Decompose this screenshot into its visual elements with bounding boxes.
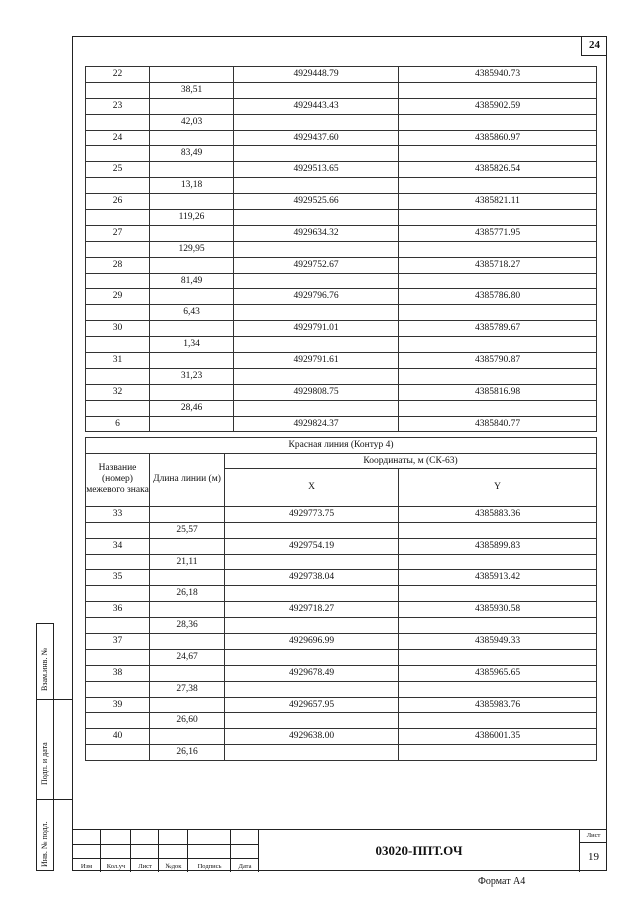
cell-no bbox=[86, 210, 150, 226]
sheet-label: Лист bbox=[580, 830, 607, 843]
table-row bbox=[86, 554, 597, 570]
table-row bbox=[86, 194, 597, 210]
cell-no: 38 bbox=[86, 665, 150, 681]
table-row bbox=[86, 82, 597, 98]
cell-x: 4929738.04 bbox=[225, 570, 399, 586]
cell-y: 4385771.95 bbox=[399, 225, 597, 241]
cell-length: 26,16 bbox=[150, 745, 225, 761]
cell-length: 26,60 bbox=[150, 713, 225, 729]
cell-no: 32 bbox=[86, 384, 150, 400]
label-ndok: №док bbox=[165, 863, 182, 870]
table-row bbox=[86, 681, 597, 697]
cell-no: 6 bbox=[86, 416, 150, 432]
cell-x bbox=[234, 146, 399, 162]
table-row bbox=[86, 570, 597, 586]
cell-no: 36 bbox=[86, 602, 150, 618]
cell-y: 4385860.97 bbox=[399, 130, 597, 146]
table-row bbox=[86, 729, 597, 745]
cell-x: 4929754.19 bbox=[225, 538, 399, 554]
cell-no bbox=[86, 178, 150, 194]
cell-length bbox=[150, 289, 234, 305]
cell-length: 1,34 bbox=[150, 337, 234, 353]
cell-no bbox=[86, 82, 150, 98]
cell-no: 26 bbox=[86, 194, 150, 210]
cell-y: 4385821.11 bbox=[399, 194, 597, 210]
cell-length: 83,49 bbox=[150, 146, 234, 162]
cell-y bbox=[399, 522, 597, 538]
cell-y bbox=[399, 114, 597, 130]
cell-x bbox=[225, 649, 399, 665]
cell-no bbox=[86, 114, 150, 130]
cell-y bbox=[399, 554, 597, 570]
cell-x: 4929718.27 bbox=[225, 602, 399, 618]
table-row bbox=[86, 146, 597, 162]
cell-x bbox=[234, 305, 399, 321]
cell-y bbox=[399, 649, 597, 665]
cell-no: 28 bbox=[86, 257, 150, 273]
cell-x bbox=[234, 82, 399, 98]
cell-y bbox=[399, 586, 597, 602]
cell-x bbox=[234, 368, 399, 384]
cell-x bbox=[225, 713, 399, 729]
cell-no: 27 bbox=[86, 225, 150, 241]
cell-length bbox=[150, 384, 234, 400]
cell-no: 25 bbox=[86, 162, 150, 178]
cell-y: 4385789.67 bbox=[399, 321, 597, 337]
cell-length: 25,57 bbox=[150, 522, 225, 538]
table-row bbox=[86, 337, 597, 353]
cell-length bbox=[150, 353, 234, 369]
cell-y bbox=[399, 368, 597, 384]
table-caption: Красная линия (Контур 4) bbox=[86, 438, 597, 454]
cell-y: 4385899.83 bbox=[399, 538, 597, 554]
coordinates-table-2 bbox=[85, 437, 597, 761]
sign-date-label: Подп. и дата bbox=[40, 742, 49, 785]
table-row bbox=[86, 634, 597, 650]
cell-length: 21,11 bbox=[150, 554, 225, 570]
cell-x bbox=[234, 337, 399, 353]
cell-y: 4385786.80 bbox=[399, 289, 597, 305]
cell-y bbox=[399, 273, 597, 289]
cell-x bbox=[234, 273, 399, 289]
cell-length: 13,18 bbox=[150, 178, 234, 194]
table-row bbox=[86, 67, 597, 83]
header-name: Название (номер) межевого знака bbox=[86, 453, 150, 506]
cell-length: 24,67 bbox=[150, 649, 225, 665]
table-row bbox=[86, 130, 597, 146]
cell-length: 28,36 bbox=[150, 618, 225, 634]
page-number: 24 bbox=[581, 36, 607, 56]
cell-y: 4385930.58 bbox=[399, 602, 597, 618]
cell-y: 4385790.87 bbox=[399, 353, 597, 369]
cell-length bbox=[150, 416, 234, 432]
table-row bbox=[86, 602, 597, 618]
cell-no: 35 bbox=[86, 570, 150, 586]
table-row bbox=[86, 273, 597, 289]
cell-no bbox=[86, 337, 150, 353]
cell-length: 31,23 bbox=[150, 368, 234, 384]
cell-x bbox=[234, 178, 399, 194]
cell-y bbox=[399, 713, 597, 729]
table-row bbox=[86, 384, 597, 400]
cell-x bbox=[225, 554, 399, 570]
table-row bbox=[86, 98, 597, 114]
cell-y: 4385902.59 bbox=[399, 98, 597, 114]
cell-y bbox=[399, 146, 597, 162]
table-row bbox=[86, 257, 597, 273]
cell-x bbox=[234, 114, 399, 130]
cell-no bbox=[86, 368, 150, 384]
cell-x: 4929678.49 bbox=[225, 665, 399, 681]
table-row bbox=[86, 400, 597, 416]
cell-no: 22 bbox=[86, 67, 150, 83]
cell-length bbox=[150, 162, 234, 178]
table-row bbox=[86, 305, 597, 321]
cell-y bbox=[399, 681, 597, 697]
table-row bbox=[86, 416, 597, 432]
cell-x bbox=[234, 400, 399, 416]
cell-length bbox=[150, 130, 234, 146]
table-row bbox=[86, 649, 597, 665]
cell-length: 119,26 bbox=[150, 210, 234, 226]
cell-y: 4385949.33 bbox=[399, 634, 597, 650]
inv-replace-label: Взам.инв. № bbox=[40, 647, 49, 691]
cell-length bbox=[150, 506, 225, 522]
header-y: Y bbox=[399, 469, 597, 507]
table-row bbox=[86, 241, 597, 257]
inv-orig-label: Инв. № подл. bbox=[40, 821, 49, 867]
cell-no: 29 bbox=[86, 289, 150, 305]
table-row bbox=[86, 538, 597, 554]
cell-no bbox=[86, 400, 150, 416]
cell-y: 4385883.36 bbox=[399, 506, 597, 522]
cell-y bbox=[399, 305, 597, 321]
cell-x: 4929638.00 bbox=[225, 729, 399, 745]
coordinates-table-1 bbox=[85, 66, 597, 432]
cell-y bbox=[399, 178, 597, 194]
cell-no bbox=[86, 618, 150, 634]
cell-no bbox=[86, 649, 150, 665]
cell-x: 4929824.37 bbox=[234, 416, 399, 432]
table-row bbox=[86, 506, 597, 522]
cell-length: 38,51 bbox=[150, 82, 234, 98]
cell-no bbox=[86, 273, 150, 289]
cell-y bbox=[399, 618, 597, 634]
document-code: 03020-ППТ.ОЧ bbox=[259, 830, 580, 872]
label-list: Лист bbox=[138, 863, 152, 870]
table-row bbox=[86, 665, 597, 681]
table-row bbox=[86, 210, 597, 226]
cell-x: 4929448.79 bbox=[234, 67, 399, 83]
cell-y bbox=[399, 82, 597, 98]
cell-x: 4929437.60 bbox=[234, 130, 399, 146]
table-row bbox=[86, 225, 597, 241]
cell-no bbox=[86, 305, 150, 321]
table-row bbox=[86, 289, 597, 305]
cell-y: 4385940.73 bbox=[399, 67, 597, 83]
cell-no: 40 bbox=[86, 729, 150, 745]
cell-x bbox=[234, 241, 399, 257]
cell-length bbox=[150, 257, 234, 273]
cell-no: 30 bbox=[86, 321, 150, 337]
cell-length bbox=[150, 697, 225, 713]
label-data: Дата bbox=[238, 863, 252, 870]
cell-length bbox=[150, 602, 225, 618]
cell-y: 4385718.27 bbox=[399, 257, 597, 273]
cell-no bbox=[86, 146, 150, 162]
table-row bbox=[86, 114, 597, 130]
cell-y: 4385913.42 bbox=[399, 570, 597, 586]
cell-x: 4929525.66 bbox=[234, 194, 399, 210]
cell-length bbox=[150, 98, 234, 114]
cell-no: 23 bbox=[86, 98, 150, 114]
cell-length bbox=[150, 665, 225, 681]
cell-y: 4386001.35 bbox=[399, 729, 597, 745]
cell-no: 31 bbox=[86, 353, 150, 369]
cell-no: 34 bbox=[86, 538, 150, 554]
cell-x bbox=[225, 618, 399, 634]
table-row bbox=[86, 522, 597, 538]
cell-length: 27,38 bbox=[150, 681, 225, 697]
label-izm: Изм bbox=[80, 863, 93, 870]
cell-no bbox=[86, 522, 150, 538]
cell-no bbox=[86, 681, 150, 697]
table-row bbox=[86, 618, 597, 634]
cell-x: 4929696.99 bbox=[225, 634, 399, 650]
header-x: X bbox=[225, 469, 399, 507]
cell-y bbox=[399, 400, 597, 416]
format-label: Формат А4 bbox=[478, 876, 526, 887]
cell-y bbox=[399, 241, 597, 257]
title-block bbox=[72, 829, 607, 871]
cell-no: 24 bbox=[86, 130, 150, 146]
cell-no bbox=[86, 713, 150, 729]
cell-y bbox=[399, 337, 597, 353]
cell-x: 4929773.75 bbox=[225, 506, 399, 522]
cell-length: 42,03 bbox=[150, 114, 234, 130]
sheet-number: 19 bbox=[588, 851, 599, 863]
cell-y: 4385840.77 bbox=[399, 416, 597, 432]
cell-no: 37 bbox=[86, 634, 150, 650]
cell-length bbox=[150, 634, 225, 650]
cell-length bbox=[150, 321, 234, 337]
cell-y: 4385983.76 bbox=[399, 697, 597, 713]
side-stamp bbox=[36, 623, 72, 871]
cell-y bbox=[399, 210, 597, 226]
cell-no: 39 bbox=[86, 697, 150, 713]
table-row bbox=[86, 368, 597, 384]
cell-y: 4385816.98 bbox=[399, 384, 597, 400]
cell-x: 4929443.43 bbox=[234, 98, 399, 114]
cell-y: 4385965.65 bbox=[399, 665, 597, 681]
cell-length bbox=[150, 538, 225, 554]
cell-length bbox=[150, 570, 225, 586]
cell-x bbox=[225, 681, 399, 697]
cell-x: 4929513.65 bbox=[234, 162, 399, 178]
cell-no bbox=[86, 241, 150, 257]
cell-x bbox=[234, 210, 399, 226]
cell-length bbox=[150, 225, 234, 241]
cell-length bbox=[150, 194, 234, 210]
cell-length bbox=[150, 729, 225, 745]
cell-length: 28,46 bbox=[150, 400, 234, 416]
header-coords: Координаты, м (СК-63) bbox=[225, 453, 597, 468]
cell-x: 4929796.76 bbox=[234, 289, 399, 305]
header-length: Длина линии (м) bbox=[150, 453, 225, 506]
cell-length: 129,95 bbox=[150, 241, 234, 257]
cell-length: 26,18 bbox=[150, 586, 225, 602]
sheet-box bbox=[580, 830, 607, 872]
table-row bbox=[86, 745, 597, 761]
cell-x: 4929808.75 bbox=[234, 384, 399, 400]
label-kol-uch: Кол.уч bbox=[106, 863, 126, 870]
cell-length: 6,43 bbox=[150, 305, 234, 321]
table-row bbox=[86, 697, 597, 713]
cell-x: 4929657.95 bbox=[225, 697, 399, 713]
table-row bbox=[86, 353, 597, 369]
cell-no bbox=[86, 586, 150, 602]
cell-length: 81,49 bbox=[150, 273, 234, 289]
label-podpis: Подпись bbox=[197, 863, 222, 870]
cell-y: 4385826.54 bbox=[399, 162, 597, 178]
table-row bbox=[86, 178, 597, 194]
cell-x: 4929752.67 bbox=[234, 257, 399, 273]
cell-no: 33 bbox=[86, 506, 150, 522]
table-row bbox=[86, 321, 597, 337]
cell-x bbox=[225, 586, 399, 602]
table-row bbox=[86, 162, 597, 178]
cell-no bbox=[86, 745, 150, 761]
cell-y bbox=[399, 745, 597, 761]
cell-x: 4929634.32 bbox=[234, 225, 399, 241]
cell-x bbox=[225, 745, 399, 761]
cell-x: 4929791.01 bbox=[234, 321, 399, 337]
table-row bbox=[86, 713, 597, 729]
cell-length bbox=[150, 67, 234, 83]
cell-x bbox=[225, 522, 399, 538]
table-row bbox=[86, 586, 597, 602]
cell-no bbox=[86, 554, 150, 570]
cell-x: 4929791.61 bbox=[234, 353, 399, 369]
